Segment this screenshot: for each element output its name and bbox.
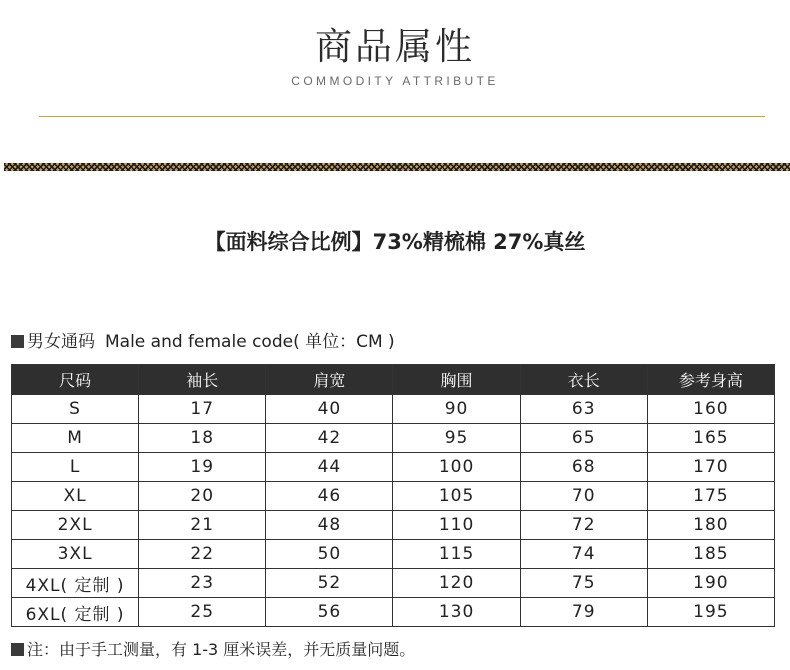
table-cell: 44 (266, 453, 393, 482)
table-cell: 95 (393, 424, 520, 453)
size-section-label (11, 327, 395, 352)
table-row (12, 540, 775, 569)
page-title: 商品属性 (315, 25, 475, 68)
size-label-cn: 男女通码 (27, 332, 95, 352)
header-cell: 胸围 (393, 365, 520, 395)
table-cell: 17 (139, 395, 266, 424)
table-cell: 185 (647, 540, 774, 569)
table-header-row (12, 365, 775, 395)
table-cell: 63 (520, 395, 647, 424)
table-cell: 180 (647, 511, 774, 540)
table-cell: 105 (393, 482, 520, 511)
table-cell: 165 (647, 424, 774, 453)
table-row (12, 453, 775, 482)
table-cell: 100 (393, 453, 520, 482)
header-cell: 参考身高 (647, 365, 774, 395)
table-cell: 79 (520, 598, 647, 627)
table-cell: 20 (139, 482, 266, 511)
table-cell: 68 (520, 453, 647, 482)
table-cell: 18 (139, 424, 266, 453)
table-cell: 74 (520, 540, 647, 569)
note-text: 注：由于手工测量，有 1-3 厘米误差，并无质量问题。 (27, 640, 416, 659)
table-cell: 25 (139, 598, 266, 627)
table-cell: 52 (266, 569, 393, 598)
table-cell: M (12, 424, 139, 453)
decorative-pattern-band (4, 163, 790, 171)
table-cell: 195 (647, 598, 774, 627)
table-cell: S (12, 395, 139, 424)
table-cell: 130 (393, 598, 520, 627)
table-cell: 70 (520, 482, 647, 511)
table-cell: 175 (647, 482, 774, 511)
table-cell: 115 (393, 540, 520, 569)
table-cell: 22 (139, 540, 266, 569)
table-row (12, 395, 775, 424)
page-subtitle: COMMODITY ATTRIBUTE (291, 74, 499, 88)
square-bullet-icon (11, 335, 24, 348)
size-table (11, 364, 775, 627)
table-cell: 170 (647, 453, 774, 482)
table-cell: 48 (266, 511, 393, 540)
header-cell: 衣长 (520, 365, 647, 395)
table-cell: 42 (266, 424, 393, 453)
table-cell: 190 (647, 569, 774, 598)
table-row (12, 569, 775, 598)
table-cell: 110 (393, 511, 520, 540)
table-cell: L (12, 453, 139, 482)
table-cell: 19 (139, 453, 266, 482)
table-cell: 4XL( 定制 ) (12, 569, 139, 598)
measurement-note (11, 637, 415, 660)
table-cell: 56 (266, 598, 393, 627)
table-cell: 90 (393, 395, 520, 424)
title-divider (39, 116, 765, 117)
table-cell: 23 (139, 569, 266, 598)
table-cell: 40 (266, 395, 393, 424)
table-row (12, 511, 775, 540)
table-cell: 75 (520, 569, 647, 598)
table-cell: XL (12, 482, 139, 511)
table-row (12, 424, 775, 453)
table-cell: 65 (520, 424, 647, 453)
table-cell: 72 (520, 511, 647, 540)
table-cell: 120 (393, 569, 520, 598)
table-row (12, 598, 775, 627)
table-cell: 6XL( 定制 ) (12, 598, 139, 627)
table-cell: 50 (266, 540, 393, 569)
header-cell: 肩宽 (266, 365, 393, 395)
table-cell: 160 (647, 395, 774, 424)
header-cell: 袖长 (139, 365, 266, 395)
table-cell: 46 (266, 482, 393, 511)
header-cell: 尺码 (12, 365, 139, 395)
size-label-en: Male and female code( 单位：CM ) (105, 332, 395, 352)
fabric-composition: 【面料综合比例】73%精梳棉 27%真丝 (204, 230, 586, 254)
square-bullet-icon (11, 643, 24, 656)
table-cell: 3XL (12, 540, 139, 569)
table-cell: 21 (139, 511, 266, 540)
table-cell: 2XL (12, 511, 139, 540)
table-row (12, 482, 775, 511)
